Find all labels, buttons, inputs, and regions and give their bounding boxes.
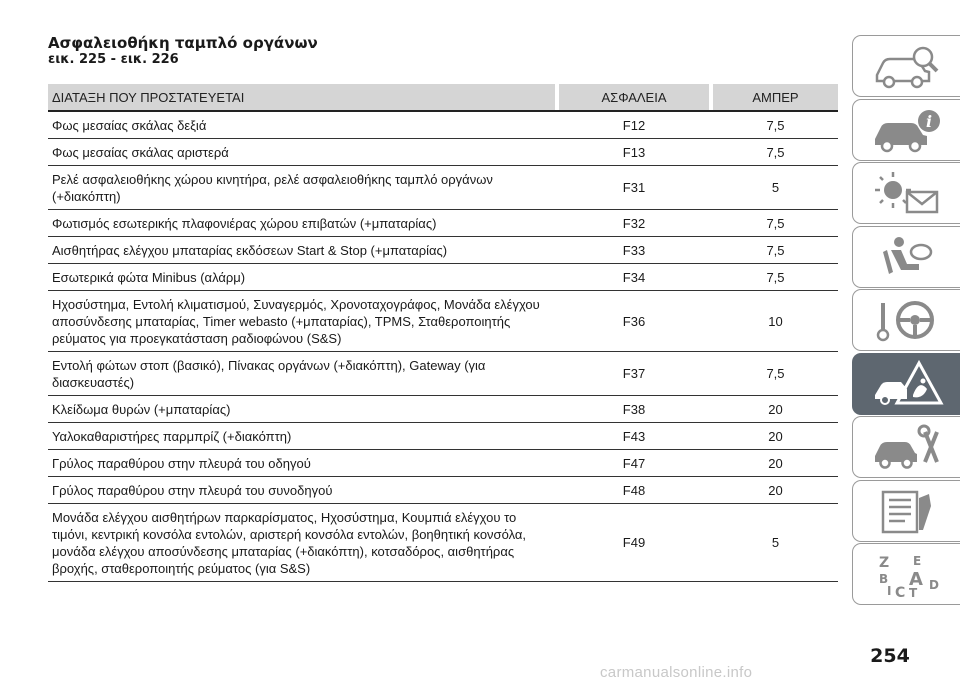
- tab-index[interactable]: [852, 543, 960, 605]
- table-body: [48, 112, 838, 582]
- table-header: [48, 84, 838, 110]
- table-row: [48, 291, 838, 352]
- header-description: ΔΙΑΤΑΞΗ ΠΟΥ ΠΡΟΣΤΑΤΕΥΕΤΑΙ: [48, 84, 555, 110]
- row-amps: 5: [771, 535, 780, 550]
- row-fuse: F48: [622, 482, 646, 498]
- row-amps: 7,5: [766, 117, 785, 133]
- row-description: Εντολή φώτων στοπ (βασικό), Πίνακας οργάνων (+διακόπτη), Gateway (για διασκευαστές): [52, 358, 486, 390]
- specifications-list-icon: [869, 486, 945, 536]
- row-amps: 20: [768, 455, 783, 471]
- row-amps: 7,5: [766, 215, 785, 231]
- svg-text:B: B: [878, 572, 888, 586]
- svg-text:Z: Z: [878, 555, 889, 571]
- page-title: Ασφαλειοθήκη ταμπλό οργάνων: [48, 34, 318, 52]
- row-description: Γρύλος παραθύρου στην πλευρά του οδηγού: [52, 456, 311, 471]
- row-fuse: F43: [622, 428, 646, 444]
- svg-text:T: T: [908, 586, 917, 599]
- header-amps: ΑΜΠΕΡ: [713, 84, 838, 110]
- table-row: [48, 423, 838, 450]
- dashboard-lights-icon: [869, 168, 945, 218]
- row-fuse: F37: [622, 366, 646, 381]
- row-amps: 7,5: [766, 144, 785, 160]
- row-description: Φωτισμός εσωτερικής πλαφονιέρας χώρου επιβατών (+μπαταρίας): [52, 216, 437, 231]
- row-description: Μονάδα ελέγχου αισθητήρων παρκαρίσματος, Ηχοσύστημα, Κουμπιά ελέγχου το τιμόνι, κεντρική κονσόλα εντολών, αριστερή κονσόλα εντολών, βοηθητική κονσόλα, μονάδα ελέγχου αποσύνδεσης μπαταρίας (+διακόπτη), κοτσαδόρος, αισθητήρας βροχής, σταθεροποιητής ρεύματος (για S&S): [52, 510, 526, 576]
- svg-text:D: D: [928, 578, 939, 592]
- header-fuse: ΑΣΦΑΛΕΙΑ: [559, 84, 709, 110]
- row-description: Γρύλος παραθύρου στην πλευρά του συνοδηγού: [52, 483, 333, 498]
- row-fuse: F49: [622, 535, 646, 550]
- row-description: Ρελέ ασφαλειοθήκης χώρου κινητήρα, ρελέ ασφαλειοθήκης ταμπλό οργάνων (+διακόπτη): [52, 172, 493, 204]
- seat-airbag-icon: [869, 232, 945, 282]
- chapter-sidebar: [852, 35, 960, 607]
- row-fuse: F13: [622, 144, 646, 160]
- table-row: [48, 112, 838, 139]
- car-search-icon: [869, 41, 945, 91]
- row-fuse: F33: [622, 242, 646, 258]
- tab-car-knowledge[interactable]: [852, 35, 960, 97]
- row-amps: 10: [768, 313, 783, 329]
- page-heading: [48, 34, 318, 68]
- row-amps: 20: [768, 401, 783, 417]
- table-row: [48, 237, 838, 264]
- table-row: [48, 396, 838, 423]
- row-amps: 7,5: [766, 366, 785, 381]
- row-fuse: F31: [622, 180, 646, 195]
- row-description: Ηχοσύστημα, Εντολή κλιματισμού, Συναγερμός, Χρονοταχογράφος, Μονάδα ελέγχου αποσύνδεσης μπαταρίας, Timer webasto (+μπαταρίας), TPMS, Σταθεροποιητής ρεύματος για προεγκατάσταση ραδιοφώνου (S&S): [52, 297, 540, 346]
- table-row: [48, 504, 838, 582]
- row-fuse: F32: [622, 215, 646, 231]
- car-info-icon: [869, 105, 945, 155]
- row-fuse: F36: [622, 313, 646, 329]
- svg-text:C: C: [894, 585, 905, 599]
- table-row: [48, 450, 838, 477]
- row-description: Υαλοκαθαριστήρες παρμπρίζ (+διακόπτη): [52, 429, 292, 444]
- alphabetical-index-icon: [869, 549, 945, 599]
- tab-maintenance[interactable]: [852, 416, 960, 478]
- row-fuse: F12: [622, 117, 646, 133]
- row-fuse: F47: [622, 455, 646, 471]
- tab-safety[interactable]: [852, 226, 960, 288]
- fuse-table: [48, 84, 838, 582]
- key-steering-wheel-icon: [869, 295, 945, 345]
- tab-starting-driving[interactable]: [852, 289, 960, 351]
- table-row: [48, 166, 838, 210]
- svg-text:E: E: [912, 554, 921, 568]
- tab-car-info[interactable]: [852, 99, 960, 161]
- watermark: carmanualsonline.info: [600, 664, 753, 681]
- row-amps: 5: [771, 180, 780, 195]
- row-description: Φως μεσαίας σκάλας δεξιά: [52, 118, 207, 133]
- row-description: Φως μεσαίας σκάλας αριστερά: [52, 145, 229, 160]
- table-row: [48, 264, 838, 291]
- row-description: Εσωτερικά φώτα Minibus (αλάρμ): [52, 270, 246, 285]
- table-row: [48, 210, 838, 237]
- row-fuse: F34: [622, 269, 646, 285]
- emergency-warning-triangle-icon: [869, 359, 945, 409]
- svg-text:I: I: [886, 584, 891, 598]
- page-number: 254: [870, 645, 910, 667]
- row-fuse: F38: [622, 401, 646, 417]
- figure-reference: εικ. 225 - εικ. 226: [48, 52, 179, 67]
- table-row: [48, 139, 838, 166]
- row-amps: 20: [768, 428, 783, 444]
- row-description: Αισθητήρας ελέγχου μπαταρίας εκδόσεων Start & Stop (+μπαταρίας): [52, 243, 448, 258]
- tab-dashboard-lights[interactable]: [852, 162, 960, 224]
- svg-text:i: i: [925, 111, 932, 131]
- table-row: [48, 352, 838, 396]
- row-amps: 7,5: [766, 269, 785, 285]
- row-amps: 7,5: [766, 242, 785, 258]
- tab-technical-data[interactable]: [852, 480, 960, 542]
- car-maintenance-tools-icon: [869, 422, 945, 472]
- table-row: [48, 477, 838, 504]
- row-amps: 20: [768, 482, 783, 498]
- tab-emergency[interactable]: [852, 353, 960, 415]
- row-description: Κλείδωμα θυρών (+μπαταρίας): [52, 402, 231, 417]
- svg-text:A: A: [908, 569, 923, 590]
